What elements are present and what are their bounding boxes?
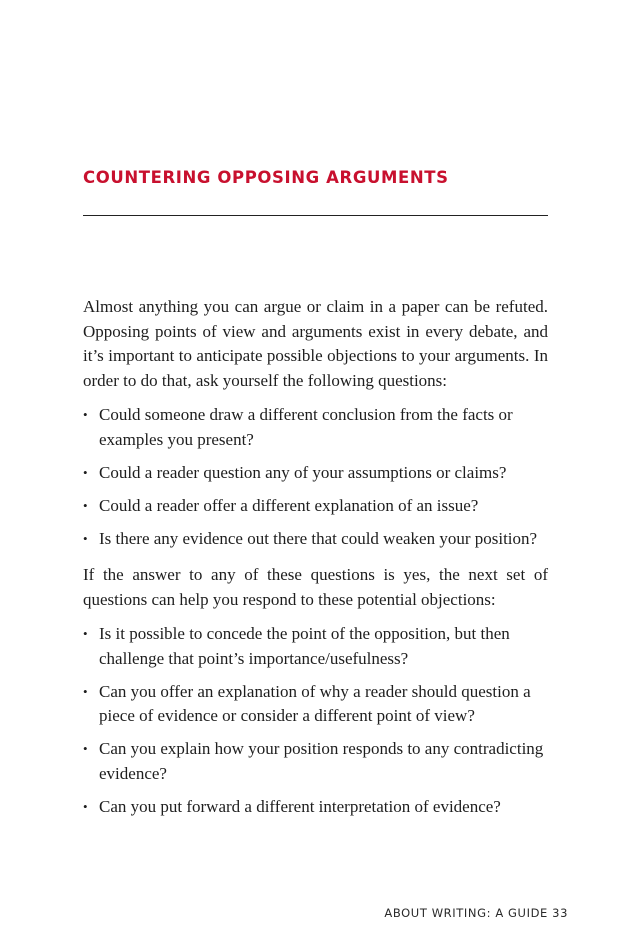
list-item: • Could someone draw a different conclusion from the facts or examples you present? — [83, 403, 548, 452]
body-content — [83, 295, 548, 831]
footer-title: ABOUT WRITING: A GUIDE — [384, 906, 548, 920]
page-footer — [384, 906, 568, 920]
response-questions-list — [83, 622, 548, 819]
page-number: 33 — [552, 906, 568, 920]
list-item: • Could a reader offer a different explanation of an issue? — [83, 494, 548, 519]
list-item: • Is it possible to concede the point of the opposition, but then challenge that point’s importance/usefulness? — [83, 622, 548, 671]
list-item: • Could a reader question any of your assumptions or claims? — [83, 461, 548, 486]
heading-divider — [83, 215, 548, 216]
section-heading: COUNTERING OPPOSING ARGUMENTS — [83, 168, 449, 187]
list-item: • Can you offer an explanation of why a reader should question a piece of evidence or consider a different point of view? — [83, 680, 548, 729]
intro-paragraph: Almost anything you can argue or claim in a paper can be refuted. Opposing points of view and arguments exist in every debate, and it’s important to anticipate possible objections to your arguments. In order to do that, ask yourself the following questions: — [83, 297, 548, 390]
objection-questions-list — [83, 403, 548, 551]
list-item: • Is there any evidence out there that could weaken your position? — [83, 527, 548, 552]
followup-paragraph: If the answer to any of these questions is yes, the next set of questions can help you respond to these potential objections: — [83, 565, 548, 609]
list-item: • Can you explain how your position responds to any contradicting evidence? — [83, 737, 548, 786]
list-item: • Can you put forward a different interpretation of evidence? — [83, 795, 548, 820]
